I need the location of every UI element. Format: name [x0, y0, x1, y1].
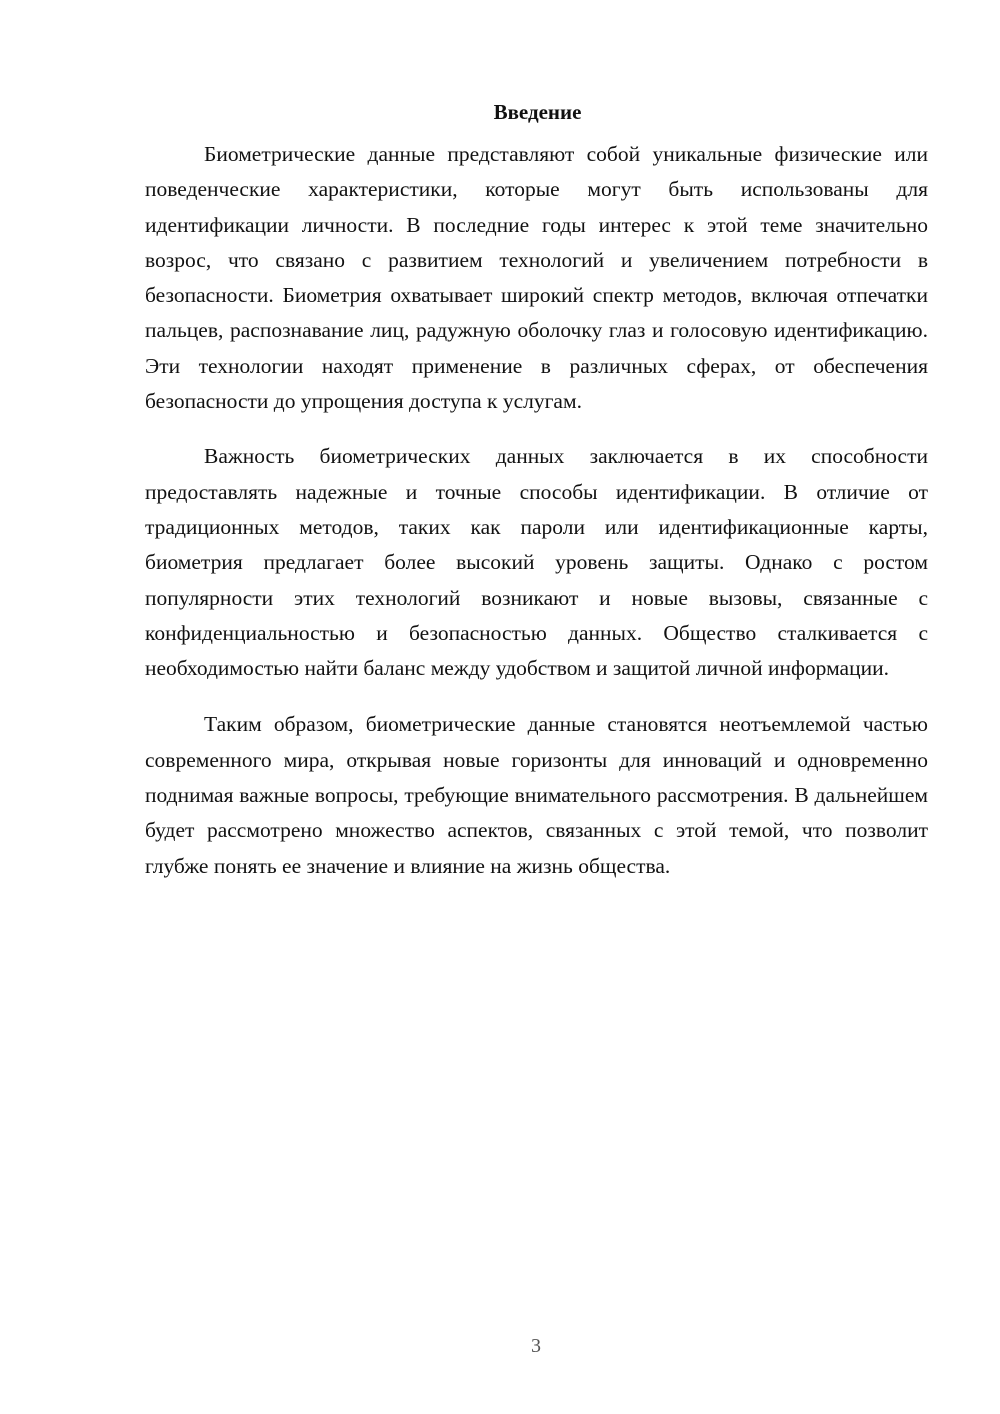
paragraph-conclusion: Таким образом, биометрические данные становятся неотъемлемой частью современного мира, открывая новые горизонты для инноваций и одновременно поднимая важные вопросы, требующие внимательного рассмотрения. В дальнейшем будет рассмотрено множество аспектов, связанных с этой темой, что позволит глубже понять ее значение и влияние на жизнь общества.	[145, 712, 928, 878]
page-content	[145, 96, 928, 884]
page-number: 3	[531, 1335, 541, 1357]
section-heading: Введение	[493, 100, 582, 124]
paragraph-intro: Биометрические данные представляют собой уникальные физические или поведенческие характеристики, которые могут быть использованы для идентификации личности. В последние годы интерес к этой теме значительно возрос, что связано с развитием технологий и увеличением потребности в безопасности. Биометрия охватывает широкий спектр методов, включая отпечатки пальцев, распознавание лиц, радужную оболочку глаз и голосовую идентификацию. Эти технологии находят применение в различных сферах, от обеспечения безопасности до упрощения доступа к услугам.	[145, 142, 928, 414]
paragraph-importance: Важность биометрических данных заключается в их способности предоставлять надежные и точные способы идентификации. В отличие от традиционных методов, таких как пароли или идентификационные карты, биометрия предлагает более высокий уровень защиты. Однако с ростом популярности этих технологий возникают и новые вызовы, связанные с конфиденциальностью и безопасностью данных. Общество сталкивается с необходимостью найти баланс между удобством и защитой личной информации.	[145, 444, 928, 681]
